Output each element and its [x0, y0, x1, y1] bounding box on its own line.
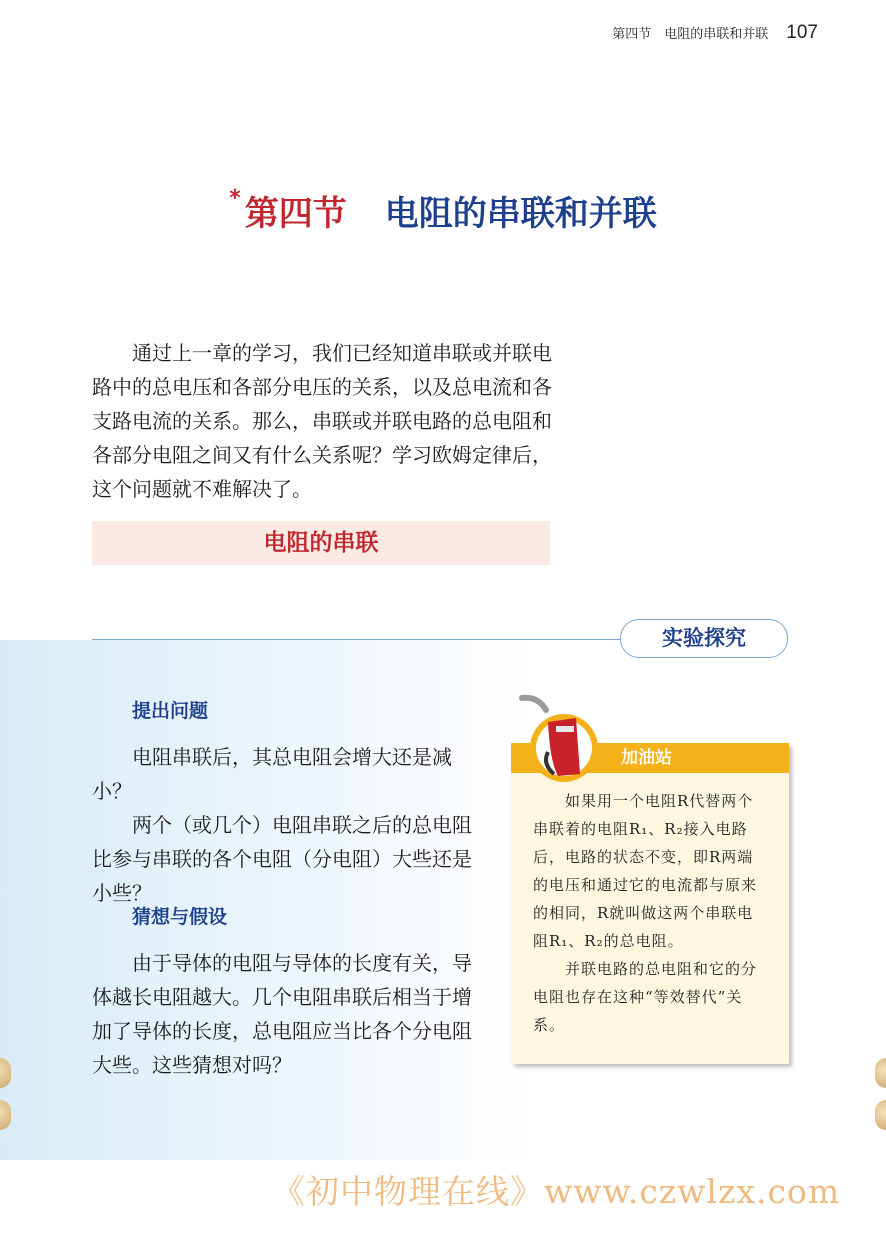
- page-number: 107: [786, 22, 818, 43]
- subsection-heading: 电阻的串联: [92, 521, 550, 565]
- question-heading: 提出问题: [132, 700, 209, 722]
- tip-p2: 并联电路的总电阻和它的分电阻也存在这种“等效替代”关系。: [533, 960, 758, 1034]
- running-header: [612, 22, 818, 44]
- section-number: 第四节: [244, 194, 347, 234]
- section-name: 电阻的串联和并联: [384, 194, 657, 234]
- margin-dot: [875, 1100, 886, 1130]
- hypothesis-p1: 由于导体的电阻与导体的长度有关，导体越长电阻越大。几个电阻串联后相当于增加了导体的长度，总电阻应当比各个分电阻大些。这些猜想对吗？: [92, 951, 472, 1077]
- experiment-tag: 实验探究: [620, 619, 788, 658]
- question-p1: 电阻串联后，其总电阻会增大还是减小？: [92, 745, 452, 803]
- header-section: 第四节 电阻的串联和并联: [612, 27, 769, 42]
- tip-box-body: [511, 773, 789, 1039]
- tip-box: [511, 743, 789, 1064]
- tip-box-title: 加油站: [511, 743, 789, 773]
- hypothesis-text: [92, 946, 488, 1082]
- question-p2: 两个（或几个）电阻串联之后的总电阻比参与串联的各个电阻（分电阻）大些还是小些？: [92, 813, 472, 905]
- intro-paragraph: 通过上一章的学习，我们已经知道串联或并联电路中的总电压和各部分电压的关系，以及总电流和各支路电流的关系。那么，串联或并联电路的总电阻和各部分电阻之间又有什么关系呢？学习欧姆定律后，这个问题就不难解决了。: [92, 341, 552, 501]
- fuel-nozzle-icon: [518, 692, 598, 782]
- optional-star: *: [229, 186, 241, 211]
- margin-dot: [875, 1058, 886, 1088]
- divider-line: [92, 639, 632, 640]
- section-title: [0, 186, 886, 235]
- tip-p1: 如果用一个电阻R代替两个串联着的电阻R₁、R₂接入电路后，电路的状态不变，即R两端的电压和通过它的电流都与原来的相同，R就叫做这两个串联电阻R₁、R₂的总电阻。: [533, 792, 758, 950]
- hypothesis-heading: 猜想与假设: [132, 906, 228, 928]
- watermark: 《初中物理在线》www.czwlzx.com: [272, 1172, 841, 1211]
- question-text: [92, 740, 488, 910]
